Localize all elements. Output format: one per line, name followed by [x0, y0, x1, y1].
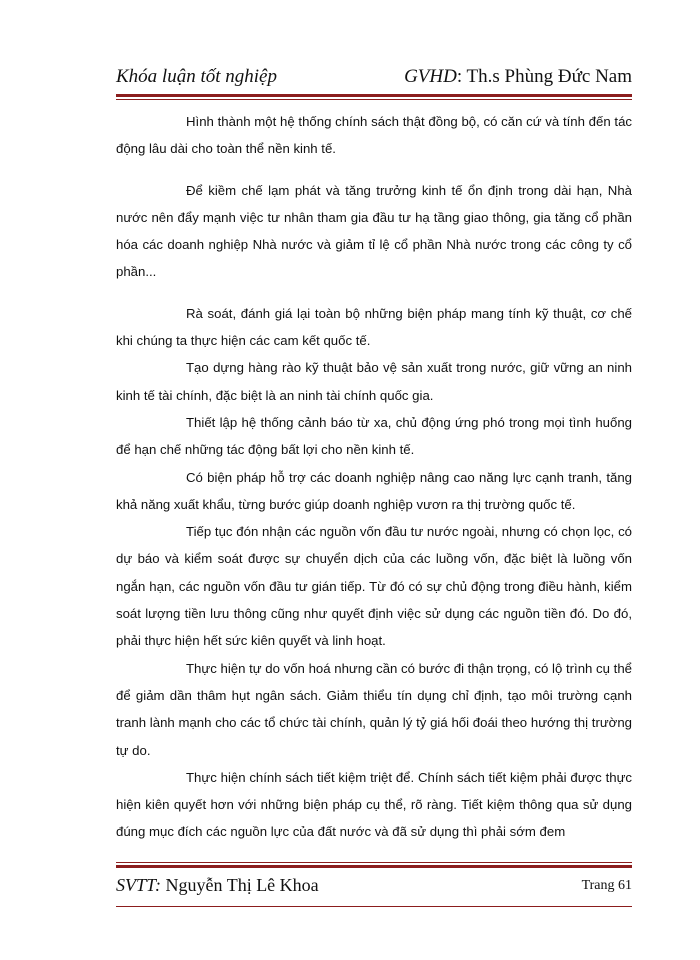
footer-rule-bottom: [116, 906, 632, 907]
student-info: [116, 875, 319, 896]
paragraph-2: Để kiềm chế lạm phát và tăng trưởng kinh tế ổn định trong dài hạn, Nhà nước nên đẩy mạnh việc tư nhân tham gia đầu tư hạ tầng giao thông, gia tăng cổ phần hóa các doanh nghiệp Nhà nước và giảm tỉ lệ cổ phần Nhà nước trong các công ty cổ phần...: [116, 182, 632, 280]
footer-rule-thick: [116, 865, 632, 868]
paragraph-1: Hình thành một hệ thống chính sách thật đồng bộ, có căn cứ và tính đến tác động lâu dài cho toàn thể nền kinh tế.: [116, 114, 632, 157]
paragraph-5: Thiết lập hệ thống cảnh báo từ xa, chủ động ứng phó trong mọi tình huống để hạn chế những tác động bất lợi cho nền kinh tế.: [116, 414, 632, 458]
footer-rule-thin: [116, 862, 632, 863]
paragraph-9: Thực hiện chính sách tiết kiệm triệt để. Chính sách tiết kiệm phải được thực hiện kiên quyết hơn với những biện pháp cụ thể, rõ ràng. Tiết kiệm thông qua sử dụng đúng mục đích các nguồn lực của đất nước và đã sử dụng thì phải sớm đem: [116, 769, 632, 840]
paragraph-7: Tiếp tục đón nhận các nguồn vốn đầu tư nước ngoài, nhưng có chọn lọc, có dự báo và kiểm soát được sự chuyển dịch của các luồng vốn, đặc biệt là luồng vốn ngắn hạn, các nguồn vốn đầu tư gián tiếp. Từ đó có sự chủ động trong điều hành, kiểm soát lượng tiền lưu thông cũng như quyết định việc sử dụng các nguồn tiền đó. Do đó, phải thực hiện hết sức kiên quyết và linh hoạt.: [116, 524, 632, 649]
advisor-name: : Th.s Phùng Đức Nam: [456, 66, 632, 87]
student-label: SVTT:: [116, 875, 162, 895]
thesis-title: Khóa luận tốt nghiệp: [116, 66, 277, 87]
page-header: [116, 62, 632, 92]
paragraph-3: Rà soát, đánh giá lại toàn bộ những biện pháp mang tính kỹ thuật, cơ chế khi chúng ta thực hiện các cam kết quốc tế.: [116, 305, 632, 349]
header-rule-thick: [116, 94, 632, 97]
body-text: [116, 108, 632, 846]
advisor-label: GVHD: [404, 66, 457, 87]
paragraph-6: Có biện pháp hỗ trợ các doanh nghiệp nâng cao năng lực cạnh tranh, tăng khả năng xuất khẩu, từng bước giúp doanh nghiệp vươn ra thị trường quốc tế.: [116, 469, 632, 512]
student-name: Nguyễn Thị Lê Khoa: [161, 875, 319, 895]
page-footer: [116, 875, 632, 901]
paragraph-4: Tạo dựng hàng rào kỹ thuật bảo vệ sản xuất trong nước, giữ vững an ninh kinh tế tài chính, đặc biệt là an ninh tài chính quốc gia.: [116, 360, 632, 403]
paragraph-8: Thực hiện tự do vốn hoá nhưng cần có bước đi thận trọng, có lộ trình cụ thể để giảm dần thâm hụt ngân sách. Giảm thiểu tín dụng chỉ định, tạo môi trường cạnh tranh lành mạnh cho các tổ chức tài chính, quản lý tỷ giá hối đoái theo hướng thị trường tự do.: [116, 660, 632, 758]
page-number: Trang 61: [581, 878, 632, 893]
advisor-info: [404, 66, 632, 88]
header-rule-thin: [116, 99, 632, 100]
